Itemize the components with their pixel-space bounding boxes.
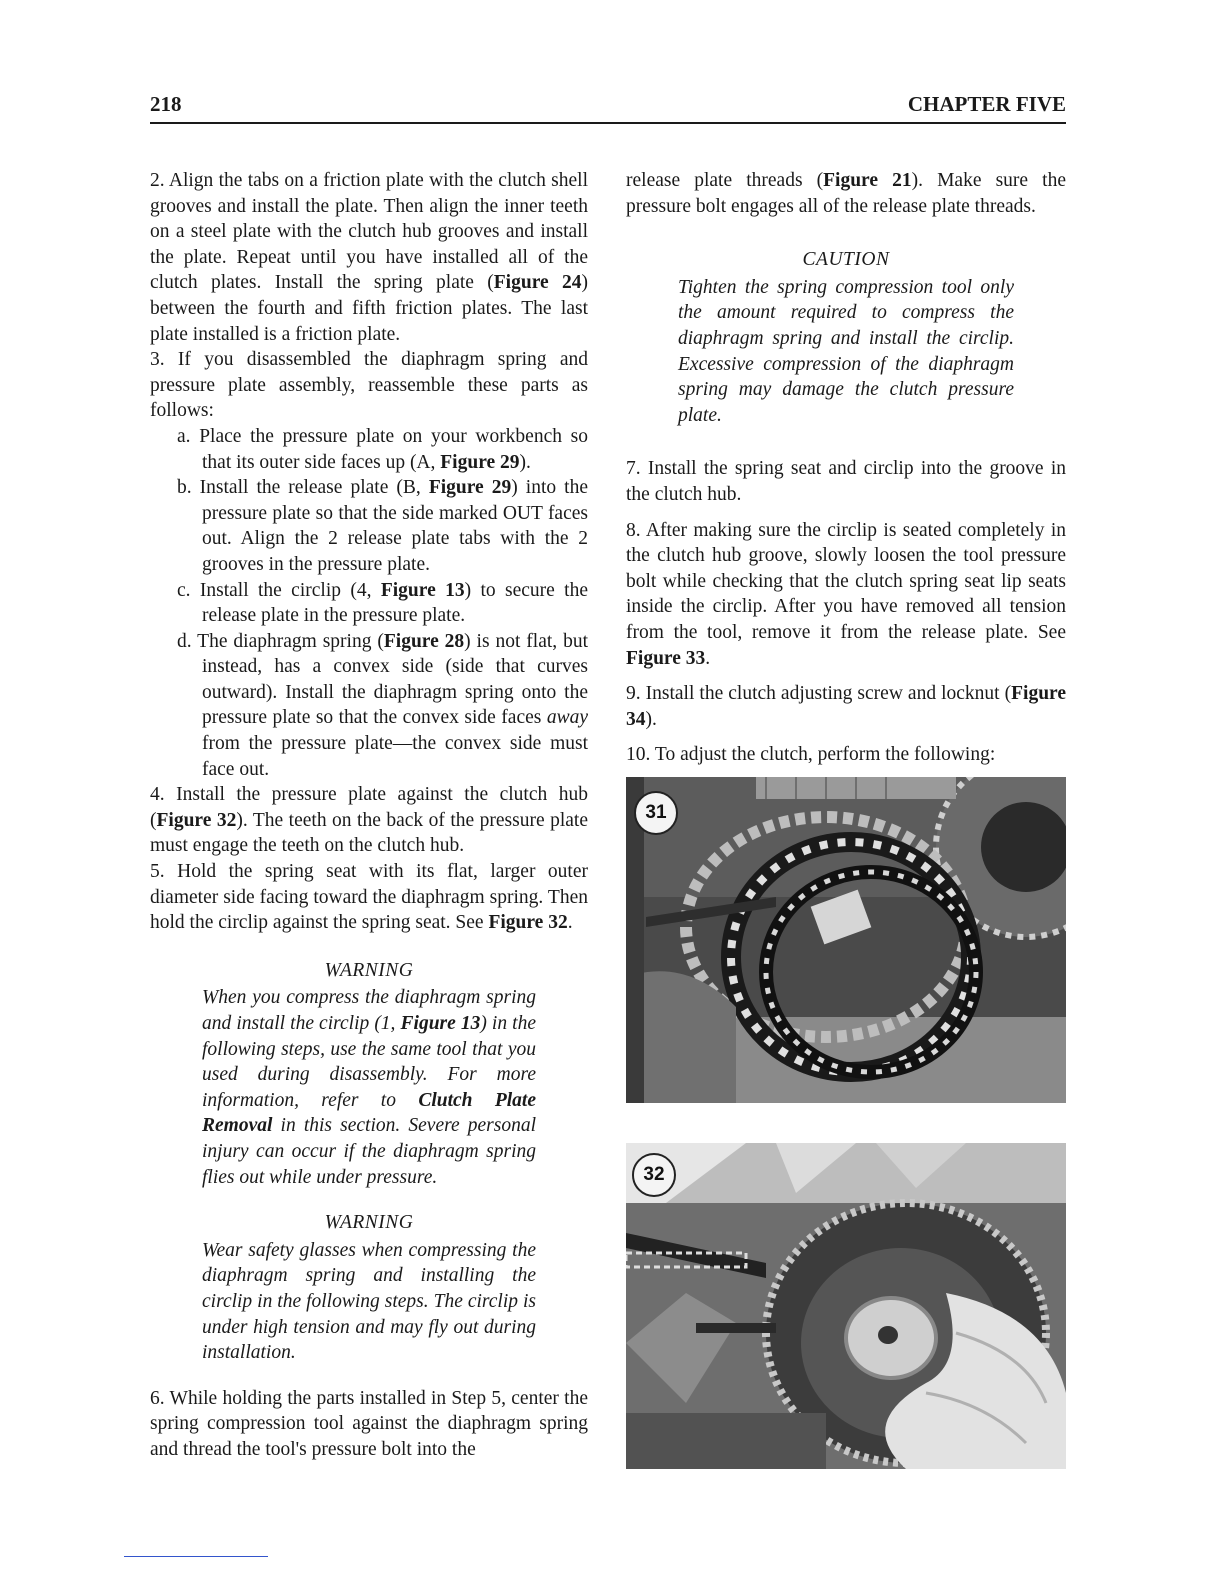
page-header xyxy=(150,92,1066,124)
clutch-plates-illustration xyxy=(626,777,1066,1103)
step-6: 6. While holding the parts installed in Step 5, center the spring compression tool against the diaphragm spring and thread the tool's pressure bolt into the xyxy=(150,1387,588,1460)
step-3b: b. Install the release plate (B, Figure 29) into the pressure plate so that the side marked OUT faces out. Align the 2 release plate tabs with the 2 grooves in the pressure plate. xyxy=(177,477,588,575)
caution-notice xyxy=(626,247,1066,428)
step-3c: c. Install the circlip (4, Figure 13) to secure the release plate in the pressure plate. xyxy=(177,579,588,627)
warning-body: When you compress the diaphragm spring and install the circlip (1, Figure 13) in the following steps, use the same tool that you used during disassembly. For more information, refer to Clutch Plate Removal in this section. Severe personal injury can occur if the diaphragm spring flies out while under pressure. xyxy=(202,987,536,1188)
caution-title: CAUTION xyxy=(802,249,890,271)
page-number: 218 xyxy=(150,92,182,116)
warning-body: Wear safety glasses when compressing the diaphragm spring and installing the circlip in the following steps. The circlip is under high tension and may fly out during installation. xyxy=(202,1239,536,1364)
step-5: 5. Hold the spring seat with its flat, larger outer diameter side facing toward the diaphragm spring. Then hold the circlip against the spring seat. See Figure 32. xyxy=(150,861,588,934)
footer-rule xyxy=(124,1556,268,1557)
figure-number-badge: 32 xyxy=(632,1153,676,1197)
figure-31-photo xyxy=(626,777,1066,1103)
left-column xyxy=(150,168,588,1463)
right-column xyxy=(626,168,1066,768)
step-8: 8. After making sure the circlip is seated completely in the clutch hub groove, slowly loosen the tool pressure bolt while checking that the clutch spring seat lip seats inside the circlip. After you have removed all tension from the tool, remove it from the release plate. See Figure 33. xyxy=(626,519,1066,669)
caution-body: Tighten the spring compression tool only the amount required to compress the diaphragm spring and install the circlip. Excessive compression of the diaphragm spring may damage the clutch pressure plate. xyxy=(678,276,1014,426)
step-4: 4. Install the pressure plate against the clutch hub (Figure 32). The teeth on the back of the pressure plate must engage the teeth on the clutch hub. xyxy=(150,784,588,857)
step-3a: a. Place the pressure plate on your workbench so that its outer side faces up (A, Figure 29). xyxy=(177,425,588,473)
step-3d: d. The diaphragm spring (Figure 28) is not flat, but instead, has a convex side (side that curves outward). Install the diaphragm spring onto the pressure plate so that the convex side faces away from the pressure plate—the convex side must face out. xyxy=(177,630,588,780)
warning-notice-2 xyxy=(150,1210,588,1366)
step-7: 7. Install the spring seat and circlip into the groove in the clutch hub. xyxy=(626,458,1066,505)
warning-title: WARNING xyxy=(324,959,414,981)
step-9: 9. Install the clutch adjusting screw and locknut (Figure 34). xyxy=(626,683,1066,730)
step-10: 10. To adjust the clutch, perform the following: xyxy=(626,744,996,766)
step-2: 2. Align the tabs on a friction plate with the clutch shell grooves and install the plate. Then align the inner teeth on a steel plate with the clutch hub grooves and install the plate. Repeat until you have installed all of the clutch plates. Install the spring plate (Figure 24) between the fourth and fifth friction plates. The last plate installed is a friction plate. xyxy=(150,170,588,345)
warning-notice-1 xyxy=(150,958,588,1190)
figure-32-photo xyxy=(626,1143,1066,1469)
step-3: 3. If you disassembled the diaphragm spring and pressure plate assembly, reassemble these parts as follows: xyxy=(150,349,588,422)
warning-title: WARNING xyxy=(324,1212,414,1234)
pressure-plate-illustration xyxy=(626,1143,1066,1469)
figure-number-badge: 31 xyxy=(634,791,678,835)
chapter-title: CHAPTER FIVE xyxy=(907,92,1066,116)
step-6-continued: release plate threads (Figure 21). Make sure the pressure bolt engages all of the release plate threads. xyxy=(626,170,1066,217)
